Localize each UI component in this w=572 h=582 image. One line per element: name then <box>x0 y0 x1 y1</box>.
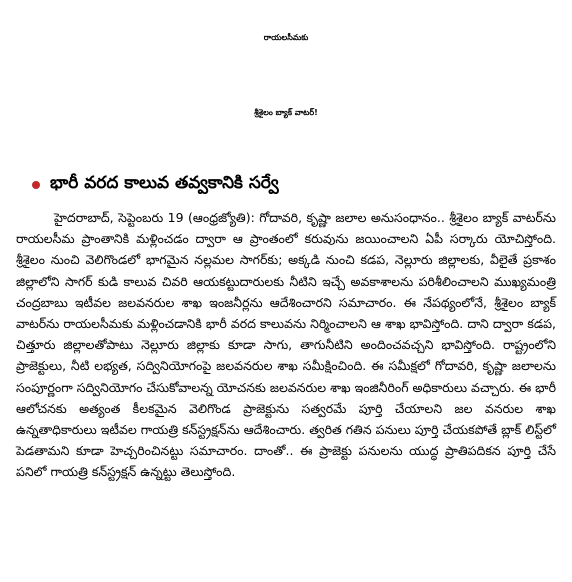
headline-line-2: శ్రీశైలం బ్యాక్ వాటర్! <box>254 108 318 117</box>
subheadline-text: భారీ వరద కాలువ తవ్వకానికి సర్వే <box>50 173 279 193</box>
article-body <box>16 207 556 483</box>
headline-line-1: రాయలసీమకు <box>263 33 309 42</box>
article-paragraph: హైదరాబాద్, సెప్టెంబరు 19 (ఆంధ్రజ్యోతి): గోదావరి, కృష్ణా జలాల అనుసంధానం.. శ్రీశైలం బ్యాక్ వాటర్‌ను రాయలసీమ ప్రాంతానికి మళ్లించడం ద్వారా ఆ ప్రాంతంలో కరువును జయించాలని ఏపీ సర్కారు యోచిస్తోంది. శ్రీశైలం నుంచి వెలిగొండలో భాగమైన నల్లమల సాగర్‌కు; అక్కడి నుంచి కడప, నెల్లూరు జిల్లాలకు, వీలైతే ప్రకాశం జిల్లాలోని సాగర్ కుడి కాలువ చివరి ఆయకట్టుదారులకు నీటిని ఇచ్చే అవకాశాలను పరిశీలించాలని ముఖ్యమంత్రి చంద్రబాబు ఇటీవల జలవనరుల శాఖ ఇంజనీర్లను ఆదేశించారని సమాచారం. ఈ నేపథ్యంలోనే, శ్రీశైలం బ్యాక్ వాటర్‌ను రాయలసీమకు మళ్లించడానికి భారీ వరద కాలువను నిర్మించాలని ఆ శాఖ భావిస్తోంది. దాని ద్వారా కడప, చిత్తూరు జిల్లాలతోపాటు నెల్లూరు జిల్లాకు కూడా సాగు, తాగునీటిని అందించవచ్చని భావిస్తోంది. రాష్ట్రంలోని ప్రాజెక్టులు, నీటి లభ్యత, సద్వినియోగంపై జలవనరుల శాఖ సమీక్షించింది. ఈ సమీక్షలో గోదావరి, కృష్ణా జలాలను సంపూర్ణంగా సద్వినియోగం చేసుకోవాలన్న యోచనకు జలవనరుల శాఖ ఇంజినీరింగ్ అధికారులు వచ్చారు. ఈ భారీ ఆలోచనకు అత్యంత కీలకమైన వెలిగొండ ప్రాజెక్టును సత్వరమే పూర్తి చేయాలని జల వనరుల శాఖ ఉన్నతాధికారులు ఇటీవల గాయత్రి కన్‌స్ట్రక్షన్‌ను ఆదేశించారు. త్వరిత గతిన పనులు పూర్తి చేయకపోతే బ్లాక్ లిస్ట్‌లో పెడతామని కూడా హెచ్చరించినట్టు సమాచారం. దాంతో.. ఈ ప్రాజెక్టు పనులను యుద్ధ ప్రాతిపదికన పూర్తి చేసే పనిలో గాయత్రి కన్‌స్ట్రక్షన్ ఉన్నట్టు తెలుస్తోంది. <box>16 210 556 480</box>
subheadline <box>32 172 279 198</box>
bullet-icon <box>32 181 40 189</box>
